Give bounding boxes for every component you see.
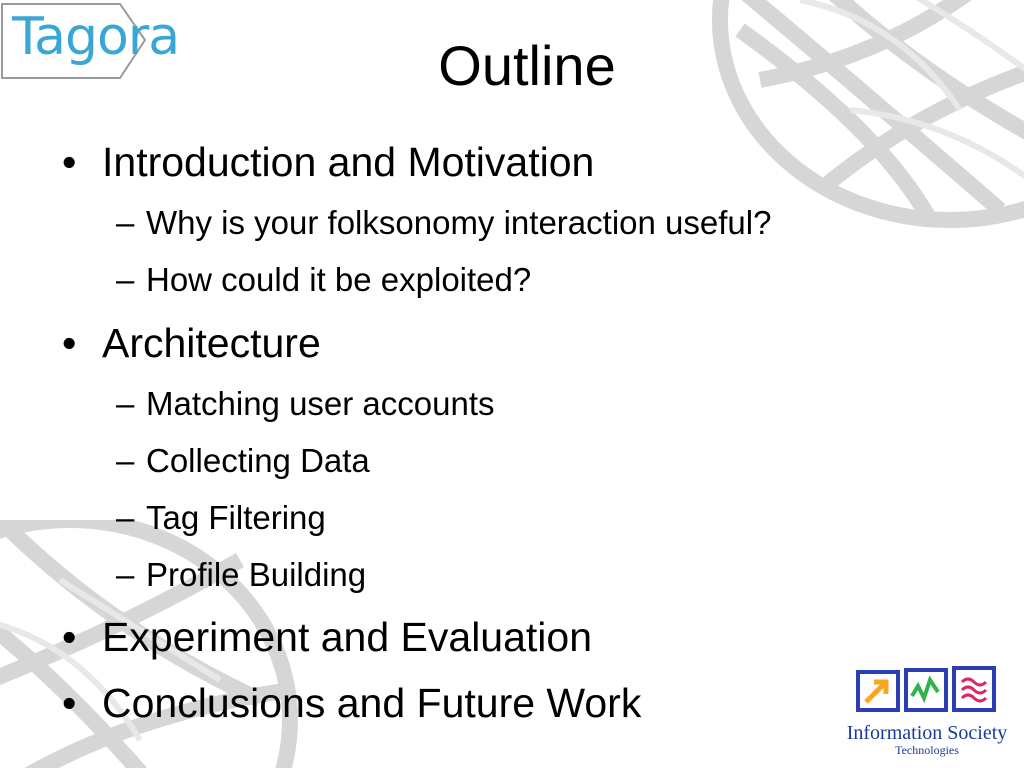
bullet-text: Introduction and Motivation — [102, 139, 595, 185]
sub-bullet-text: Tag Filtering — [146, 499, 326, 536]
sub-bullet-tag-filtering — [116, 498, 326, 538]
ist-logo — [832, 664, 1022, 764]
tagora-logo-text: Tagora — [12, 7, 180, 67]
bullet-marker: • — [62, 320, 77, 366]
bullet-marker: • — [62, 614, 77, 660]
ist-title: Information Society — [846, 722, 1008, 744]
sub-bullet-why-useful — [116, 203, 771, 243]
dash-marker: – — [116, 385, 135, 422]
sub-bullet-text: Matching user accounts — [146, 385, 495, 422]
bullet-introduction — [62, 138, 594, 186]
sub-bullet-text: How could it be exploited? — [146, 261, 532, 298]
ist-subtitle: Technologies — [895, 743, 959, 757]
ist-logo-icon — [832, 664, 1022, 722]
sub-bullet-matching-accounts — [116, 384, 495, 424]
sub-bullet-profile-building — [116, 555, 366, 595]
bullet-architecture — [62, 319, 321, 367]
bullet-text: Architecture — [102, 320, 321, 366]
bullet-text: Conclusions and Future Work — [102, 680, 642, 726]
dash-marker: – — [116, 499, 135, 536]
dash-marker: – — [116, 556, 135, 593]
bullet-marker: • — [62, 139, 77, 185]
sub-bullet-collecting-data — [116, 441, 370, 481]
dash-marker: – — [116, 261, 135, 298]
bullet-text: Experiment and Evaluation — [102, 614, 593, 660]
sub-bullet-text: Profile Building — [146, 556, 367, 593]
bullet-marker: • — [62, 680, 77, 726]
sub-bullet-text: Collecting Data — [146, 442, 370, 479]
dash-marker: – — [116, 204, 135, 241]
bullet-experiment — [62, 613, 592, 661]
slide-title: Outline — [438, 34, 616, 97]
sub-bullet-text: Why is your folksonomy interaction useful? — [146, 204, 772, 241]
sub-bullet-how-exploited — [116, 260, 531, 300]
dash-marker: – — [116, 442, 135, 479]
bullet-conclusions — [62, 679, 641, 727]
